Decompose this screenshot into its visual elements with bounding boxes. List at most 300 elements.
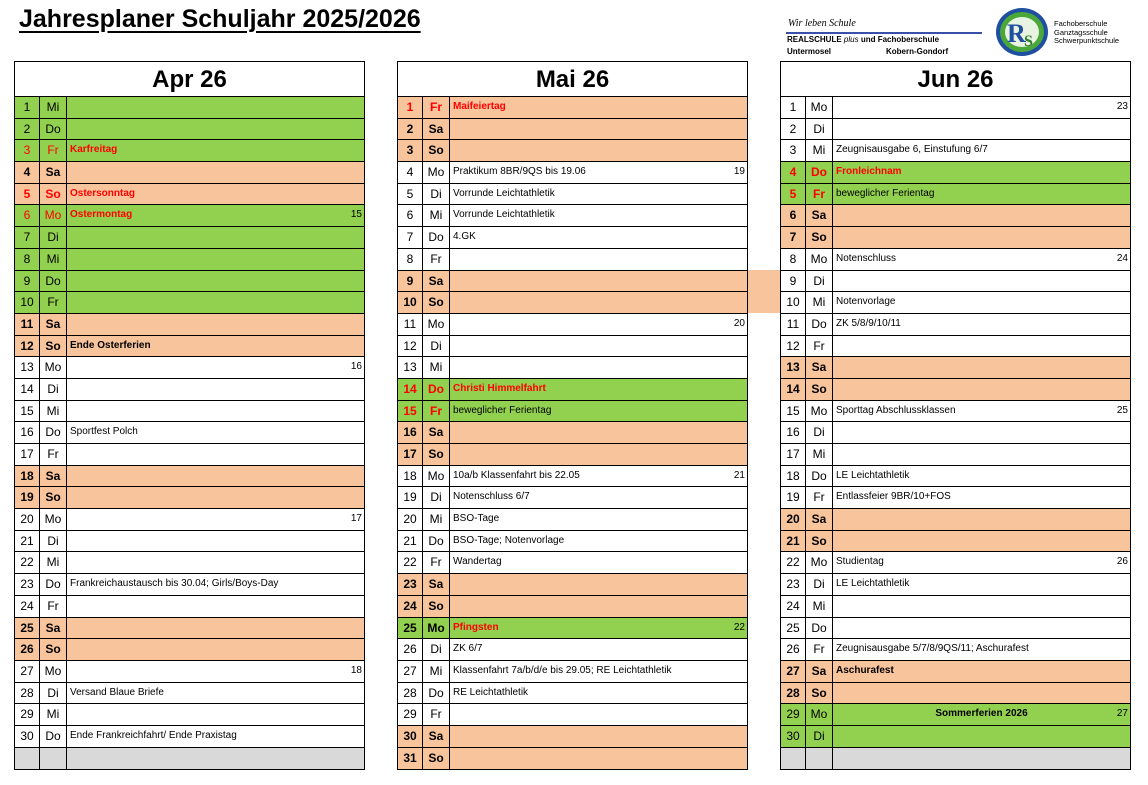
day-row (781, 97, 1130, 119)
day-row (15, 422, 364, 444)
day-number: 30 (781, 726, 806, 747)
event-cell (833, 704, 1130, 725)
event-text: Klassenfahrt 7a/b/d/e bis 29.05; RE Leichtathletik (453, 664, 672, 676)
weekday: Mi (40, 97, 67, 118)
event-cell (833, 140, 1130, 161)
day-number: 17 (781, 444, 806, 465)
event-cell (450, 205, 747, 226)
day-number: 20 (781, 509, 806, 530)
day-row (398, 184, 747, 206)
event-text: Vorrunde Leichtathletik (453, 187, 555, 199)
day-row (398, 205, 747, 227)
event-cell (833, 683, 1130, 704)
event-cell (67, 401, 364, 422)
event-cell (67, 487, 364, 508)
calendar-week-number: 16 (350, 361, 362, 373)
day-number: 8 (781, 249, 806, 270)
event-text: 4.GK (453, 231, 476, 243)
day-row (15, 531, 364, 553)
day-number: 17 (15, 444, 40, 465)
day-row (15, 314, 364, 336)
day-row (15, 487, 364, 509)
day-row (781, 726, 1130, 748)
day-row (781, 466, 1130, 488)
day-number: 8 (398, 249, 423, 270)
day-row (398, 357, 747, 379)
day-row (398, 140, 747, 162)
event-cell (450, 336, 747, 357)
event-cell (450, 661, 747, 682)
day-row (781, 379, 1130, 401)
day-number: 8 (15, 249, 40, 270)
weekday: Di (806, 726, 833, 747)
day-number: 13 (781, 357, 806, 378)
event-cell (833, 444, 1130, 465)
weekday: Fr (423, 704, 450, 725)
weekday: Fr (806, 639, 833, 660)
day-number: 27 (15, 661, 40, 682)
event-text: Aschurafest (836, 664, 894, 676)
day-row (15, 184, 364, 206)
event-cell (450, 444, 747, 465)
event-text: Notenschluss (836, 252, 897, 264)
month-header: Mai 26 (398, 62, 747, 97)
event-cell (67, 292, 364, 313)
day-number: 2 (781, 119, 806, 140)
day-number: 19 (15, 487, 40, 508)
day-row (781, 552, 1130, 574)
day-number: 30 (15, 726, 40, 747)
day-number: 25 (15, 618, 40, 639)
event-cell (67, 140, 364, 161)
event-cell (450, 531, 747, 552)
day-row (15, 357, 364, 379)
event-cell (833, 466, 1130, 487)
event-cell (67, 509, 364, 530)
day-row (15, 661, 364, 683)
event-text: ZK 5/8/9/10/11 (836, 317, 901, 329)
day-number: 11 (15, 314, 40, 335)
day-row (398, 726, 747, 748)
day-row (15, 227, 364, 249)
event-text: Zeugnisausgabe 5/7/8/9QS/11; Aschurafest (836, 643, 1029, 655)
weekday: Fr (40, 292, 67, 313)
day-row (398, 466, 747, 488)
day-row (15, 639, 364, 661)
calendar-week-number: 15 (350, 209, 362, 221)
day-number: 22 (398, 552, 423, 573)
weekday: Mi (40, 249, 67, 270)
day-row (15, 162, 364, 184)
day-number: 18 (781, 466, 806, 487)
weekday: Sa (423, 726, 450, 747)
day-number: 28 (398, 683, 423, 704)
event-cell (833, 314, 1130, 335)
day-number: 28 (15, 683, 40, 704)
weekday: Mi (806, 140, 833, 161)
day-row (15, 466, 364, 488)
event-cell (833, 401, 1130, 422)
event-text: Christi Himmelfahrt (453, 382, 546, 394)
weekday: Mo (806, 97, 833, 118)
day-row (398, 683, 747, 705)
day-number: 7 (398, 227, 423, 248)
day-number: 3 (398, 140, 423, 161)
day-number: 17 (398, 444, 423, 465)
weekday: Fr (40, 444, 67, 465)
day-number: 2 (15, 119, 40, 140)
weekday: So (806, 683, 833, 704)
day-number: 13 (15, 357, 40, 378)
event-cell (450, 401, 747, 422)
weekday: Mi (40, 401, 67, 422)
event-cell (450, 487, 747, 508)
calendar-week-number: 22 (733, 621, 745, 633)
calendar-week-number: 19 (733, 166, 745, 178)
event-cell (833, 639, 1130, 660)
weekday: So (806, 227, 833, 248)
event-cell (833, 357, 1130, 378)
day-row (398, 292, 747, 314)
weekday: Do (806, 314, 833, 335)
event-cell (67, 596, 364, 617)
day-number: 19 (398, 487, 423, 508)
day-number: 13 (398, 357, 423, 378)
weekday: Mi (423, 509, 450, 530)
day-number: 10 (781, 292, 806, 313)
month-header: Apr 26 (15, 62, 364, 97)
day-number: 24 (398, 596, 423, 617)
event-cell (833, 596, 1130, 617)
event-text: LE Leichtathletik (836, 469, 910, 481)
event-cell (67, 704, 364, 725)
event-text: Sportfest Polch (70, 426, 138, 438)
event-cell (450, 574, 747, 595)
event-cell (67, 466, 364, 487)
weekday: Sa (423, 422, 450, 443)
day-row (398, 249, 747, 271)
event-text: Ende Osterferien (70, 339, 151, 351)
day-row (398, 509, 747, 531)
day-row (398, 271, 747, 293)
day-row (398, 422, 747, 444)
day-number: 7 (15, 227, 40, 248)
weekday: So (40, 184, 67, 205)
day-row (15, 574, 364, 596)
weekday (40, 748, 67, 770)
day-row (781, 618, 1130, 640)
event-text: Frankreichaustausch bis 30.04; Girls/Boys-Day (70, 578, 279, 590)
weekday: So (423, 748, 450, 770)
day-number: 20 (15, 509, 40, 530)
event-cell (67, 444, 364, 465)
school-location: Untermosel (787, 47, 832, 56)
weekday: Do (40, 574, 67, 595)
weekday: Do (806, 162, 833, 183)
weekday: Mi (423, 661, 450, 682)
weekday: Do (423, 379, 450, 400)
weekday: Fr (806, 487, 833, 508)
event-cell (450, 466, 747, 487)
event-cell (833, 227, 1130, 248)
day-number: 11 (781, 314, 806, 335)
event-cell (67, 314, 364, 335)
event-text: BSO-Tage; Notenvorlage (453, 534, 565, 546)
day-row (15, 119, 364, 141)
weekday: Sa (40, 466, 67, 487)
weekday: Sa (40, 314, 67, 335)
weekday: Mi (806, 292, 833, 313)
event-cell (833, 487, 1130, 508)
day-number: 16 (15, 422, 40, 443)
day-number: 26 (15, 639, 40, 660)
day-row (398, 704, 747, 726)
day-row (398, 162, 747, 184)
weekday: Fr (423, 552, 450, 573)
weekday: So (423, 596, 450, 617)
month-june (780, 61, 1131, 770)
weekday: Mi (423, 357, 450, 378)
day-number: 18 (398, 466, 423, 487)
event-cell (833, 726, 1130, 747)
weekday: Do (806, 618, 833, 639)
weekday: Mo (423, 618, 450, 639)
event-cell (450, 357, 747, 378)
event-cell (67, 357, 364, 378)
event-cell (833, 748, 1130, 770)
weekday: Fr (423, 97, 450, 118)
day-row (398, 487, 747, 509)
school-types: Fachoberschule Ganztagsschule Schwerpunktschule (1054, 19, 1120, 45)
day-row (15, 509, 364, 531)
day-row (781, 314, 1130, 336)
day-number: 5 (15, 184, 40, 205)
day-row (398, 661, 747, 683)
event-text: Versand Blaue Briefe (70, 686, 164, 698)
event-cell (450, 552, 747, 573)
day-number: 9 (398, 271, 423, 292)
weekday: Do (423, 227, 450, 248)
event-cell (833, 509, 1130, 530)
school-slogan: Wir leben Schule (788, 18, 856, 29)
event-cell (67, 618, 364, 639)
weekday: Do (423, 683, 450, 704)
weekday: Fr (423, 249, 450, 270)
day-number: 6 (15, 205, 40, 226)
day-row (781, 401, 1130, 423)
event-cell (833, 379, 1130, 400)
weekday: Mo (40, 357, 67, 378)
day-row (781, 422, 1130, 444)
day-number: 26 (398, 639, 423, 660)
weekday: Mo (423, 314, 450, 335)
event-cell (450, 379, 747, 400)
calendar-week-number: 25 (1116, 404, 1128, 416)
event-cell (67, 205, 364, 226)
day-number: 27 (781, 661, 806, 682)
day-number: 21 (398, 531, 423, 552)
calendar-week-number: 23 (1116, 101, 1128, 112)
weekday: Di (423, 184, 450, 205)
weekday: Mi (806, 596, 833, 617)
event-cell (833, 292, 1130, 313)
event-cell (67, 162, 364, 183)
day-row (781, 227, 1130, 249)
day-number: 14 (15, 379, 40, 400)
event-cell (833, 422, 1130, 443)
event-cell (450, 596, 747, 617)
day-row (15, 271, 364, 293)
day-row (398, 227, 747, 249)
event-cell (450, 314, 747, 335)
day-number: 28 (781, 683, 806, 704)
day-row (781, 661, 1130, 683)
logo-divider (786, 32, 982, 34)
day-row (15, 683, 364, 705)
event-text: Maifeiertag (453, 101, 506, 112)
day-number: 25 (781, 618, 806, 639)
event-cell (450, 292, 747, 313)
weekday: Mi (40, 704, 67, 725)
weekday: Do (40, 271, 67, 292)
day-row (398, 639, 747, 661)
event-cell (450, 227, 747, 248)
day-number: 10 (398, 292, 423, 313)
event-cell (833, 336, 1130, 357)
day-number: 23 (398, 574, 423, 595)
weekday: Sa (423, 574, 450, 595)
weekday: Mo (806, 704, 833, 725)
weekday: Di (423, 487, 450, 508)
event-cell (67, 249, 364, 270)
day-number: 12 (781, 336, 806, 357)
school-name: REALSCHULE plus und Fachoberschule (787, 35, 940, 44)
month-header: Jun 26 (781, 62, 1130, 97)
day-row (398, 314, 747, 336)
day-row (15, 336, 364, 358)
weekday: Sa (423, 119, 450, 140)
weekday: So (40, 639, 67, 660)
day-row (781, 704, 1130, 726)
page-title: Jahresplaner Schuljahr 2025/2026 (19, 5, 421, 33)
event-cell (67, 639, 364, 660)
school-emblem-icon (994, 6, 1050, 58)
event-text: Studientag (836, 556, 884, 568)
weekday: Sa (40, 162, 67, 183)
event-cell (833, 184, 1130, 205)
event-cell (833, 249, 1130, 270)
holiday-bridge (748, 270, 781, 313)
event-cell (67, 97, 364, 118)
weekday: Di (40, 531, 67, 552)
day-number: 4 (398, 162, 423, 183)
weekday: Mo (806, 401, 833, 422)
day-row (398, 574, 747, 596)
event-cell (833, 574, 1130, 595)
day-number: 27 (398, 661, 423, 682)
day-number: 26 (781, 639, 806, 660)
event-cell (833, 97, 1130, 118)
day-row (15, 249, 364, 271)
day-number: 23 (15, 574, 40, 595)
day-row (781, 292, 1130, 314)
weekday: Do (806, 466, 833, 487)
event-text: Notenvorlage (836, 296, 896, 308)
weekday: Mo (40, 205, 67, 226)
day-number: 9 (781, 271, 806, 292)
event-cell (450, 140, 747, 161)
day-row (781, 140, 1130, 162)
weekday: Do (423, 531, 450, 552)
day-row (398, 119, 747, 141)
day-row (398, 748, 747, 770)
day-number: 21 (15, 531, 40, 552)
weekday: So (806, 379, 833, 400)
day-row (15, 401, 364, 423)
event-text: BSO-Tage (453, 513, 500, 525)
day-number (15, 748, 40, 770)
weekday (806, 748, 833, 770)
day-row (15, 704, 364, 726)
svg-text:S: S (1024, 33, 1033, 50)
event-text: Notenschluss 6/7 (453, 491, 530, 503)
day-number: 15 (398, 401, 423, 422)
day-row (781, 748, 1130, 770)
event-cell (450, 683, 747, 704)
weekday: Di (40, 227, 67, 248)
event-text: Karfreitag (70, 144, 118, 156)
day-number: 29 (781, 704, 806, 725)
day-row (15, 552, 364, 574)
day-number: 19 (781, 487, 806, 508)
day-row (781, 683, 1130, 705)
day-row (781, 271, 1130, 293)
event-cell (67, 531, 364, 552)
day-number: 10 (15, 292, 40, 313)
day-row (781, 509, 1130, 531)
day-number: 3 (781, 140, 806, 161)
day-row (15, 292, 364, 314)
day-row (398, 596, 747, 618)
day-number: 5 (781, 184, 806, 205)
event-cell (67, 119, 364, 140)
day-number: 15 (15, 401, 40, 422)
day-row (15, 140, 364, 162)
event-text: beweglicher Ferientag (836, 187, 935, 199)
day-number: 3 (15, 140, 40, 161)
day-number: 24 (15, 596, 40, 617)
day-number: 24 (781, 596, 806, 617)
day-row (15, 618, 364, 640)
weekday: Di (806, 119, 833, 140)
day-row (15, 748, 364, 770)
event-cell (450, 119, 747, 140)
school-town: Kobern-Gondorf (886, 47, 949, 56)
weekday: Fr (423, 401, 450, 422)
weekday: Fr (806, 184, 833, 205)
weekday: Mo (806, 552, 833, 573)
svg-text:R: R (1007, 19, 1026, 48)
weekday: So (423, 292, 450, 313)
weekday: So (40, 487, 67, 508)
weekday: Di (806, 271, 833, 292)
weekday: So (423, 140, 450, 161)
weekday: So (40, 336, 67, 357)
weekday: Di (40, 683, 67, 704)
day-number: 14 (781, 379, 806, 400)
event-text: Praktikum 8BR/9QS bis 19.06 (453, 166, 586, 178)
day-number: 4 (781, 162, 806, 183)
